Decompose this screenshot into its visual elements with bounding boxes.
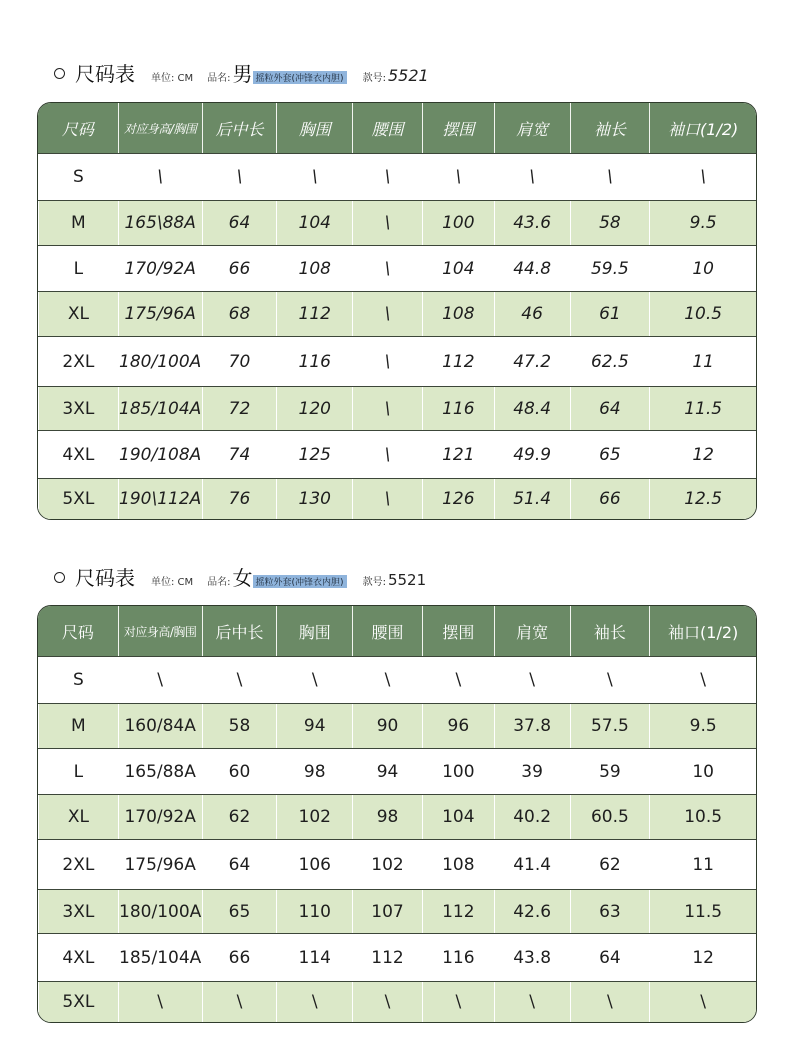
product-name: 摇粒外套(冲锋衣内胆): [253, 575, 347, 588]
cell-sleeve-length: \: [570, 982, 650, 1022]
header-chest: 胸围: [276, 606, 352, 656]
cell-shoulder: \: [494, 154, 570, 200]
cell-waist: 102: [352, 840, 422, 889]
cell-back-length: 64: [202, 840, 277, 889]
table-row: [38, 748, 756, 794]
cell-sleeve-length: 62: [570, 840, 650, 889]
header-hem: 摆围: [422, 606, 494, 656]
cell-waist: \: [352, 982, 422, 1022]
cell-back-length: 74: [202, 431, 277, 478]
cell-chest: 102: [276, 795, 352, 839]
product-name-label: 品名:: [207, 577, 231, 588]
cell-shoulder: \: [494, 982, 570, 1022]
cell-chest: 125: [276, 431, 352, 478]
cell-height-chest: 175/96A: [118, 840, 202, 889]
cell-shoulder: 39: [494, 749, 570, 794]
cell-chest: 108: [276, 246, 352, 291]
cell-back-length: 66: [202, 246, 277, 291]
header-size: 尺码: [61, 622, 94, 642]
cell-sleeve-length: 63: [570, 890, 650, 933]
cell-shoulder: 48.4: [494, 387, 570, 430]
cell-chest: 106: [276, 840, 352, 889]
cell-sleeve-length: \: [570, 154, 650, 200]
cell-waist: \: [352, 337, 422, 386]
cell-size: 2XL: [38, 840, 118, 889]
cell-size: 3XL: [38, 387, 118, 430]
cell-cuff-half: 10: [649, 749, 756, 794]
cell-cuff-half: \: [649, 982, 756, 1022]
table-row: [38, 245, 756, 291]
cell-waist: \: [352, 479, 422, 519]
cell-waist: 98: [352, 795, 422, 839]
cell-height-chest: \: [118, 154, 202, 200]
table-row: [38, 703, 756, 748]
cell-back-length: \: [202, 657, 277, 703]
cell-size: XL: [38, 795, 118, 839]
table-row: [38, 839, 756, 889]
cell-back-length: 65: [202, 890, 277, 933]
cell-size: 5XL: [38, 479, 118, 519]
cell-back-length: 60: [202, 749, 277, 794]
cell-height-chest: 180/100A: [118, 890, 202, 933]
cell-height-chest: 190\112A: [118, 479, 202, 519]
style-number-label: 款号:: [362, 577, 386, 588]
cell-sleeve-length: 66: [570, 479, 650, 519]
cell-waist: \: [352, 431, 422, 478]
cell-size: 5XL: [38, 982, 118, 1022]
cell-waist: \: [352, 657, 422, 703]
size-table: [37, 102, 757, 520]
header-shoulder: 肩宽: [494, 103, 570, 153]
cell-size: M: [38, 704, 118, 748]
cell-height-chest: 190/108A: [118, 431, 202, 478]
section-title: 尺码表: [75, 62, 135, 86]
cell-waist: 90: [352, 704, 422, 748]
cell-chest: 120: [276, 387, 352, 430]
cell-size: 3XL: [38, 890, 118, 933]
cell-chest: 112: [276, 292, 352, 336]
cell-cuff-half: 11: [649, 840, 756, 889]
cell-chest: 110: [276, 890, 352, 933]
cell-cuff-half: \: [649, 657, 756, 703]
cell-height-chest: 165\88A: [118, 201, 202, 245]
table-row: [38, 478, 756, 519]
cell-height-chest: 175/96A: [118, 292, 202, 336]
cell-hem: 104: [422, 246, 494, 291]
cell-shoulder: 46: [494, 292, 570, 336]
style-number: 5521: [387, 571, 427, 589]
header-shoulder: 肩宽: [494, 606, 570, 656]
header-height-chest: 对应身高/胸围: [118, 103, 202, 153]
cell-back-length: 66: [202, 934, 277, 981]
cell-waist: \: [352, 292, 422, 336]
cell-chest: 98: [276, 749, 352, 794]
cell-cuff-half: 11: [649, 337, 756, 386]
cell-height-chest: 165/88A: [118, 749, 202, 794]
cell-back-length: 68: [202, 292, 277, 336]
cell-cuff-half: 12: [649, 431, 756, 478]
cell-height-chest: 160/84A: [118, 704, 202, 748]
cell-hem: 100: [422, 749, 494, 794]
cell-height-chest: 170/92A: [118, 246, 202, 291]
cell-shoulder: 51.4: [494, 479, 570, 519]
cell-chest: 130: [276, 479, 352, 519]
cell-cuff-half: 10: [649, 246, 756, 291]
cell-hem: \: [422, 154, 494, 200]
cell-hem: 116: [422, 387, 494, 430]
cell-hem: 100: [422, 201, 494, 245]
cell-sleeve-length: 60.5: [570, 795, 650, 839]
table-row: [38, 794, 756, 839]
header-sleeve-length: 袖长: [570, 606, 650, 656]
table-row: [38, 386, 756, 430]
circle-bullet-icon: [54, 572, 65, 583]
header-waist: 腰围: [352, 606, 422, 656]
cell-sleeve-length: 64: [570, 934, 650, 981]
style-number: 5521: [387, 66, 429, 85]
table-row: [38, 889, 756, 933]
cell-sleeve-length: 58: [570, 201, 650, 245]
section-header: [54, 562, 426, 592]
cell-hem: \: [422, 657, 494, 703]
cell-shoulder: 43.8: [494, 934, 570, 981]
cell-cuff-half: 11.5: [649, 387, 756, 430]
cell-waist: 112: [352, 934, 422, 981]
header-height-chest: 对应身高/胸围: [118, 606, 202, 656]
gender-label: 女: [232, 566, 253, 590]
cell-hem: 112: [422, 890, 494, 933]
cell-size: L: [38, 246, 118, 291]
cell-size: 2XL: [38, 337, 118, 386]
cell-waist: \: [352, 201, 422, 245]
cell-shoulder: \: [494, 657, 570, 703]
cell-chest: \: [276, 154, 352, 200]
cell-cuff-half: 12.5: [649, 479, 756, 519]
cell-chest: 104: [276, 201, 352, 245]
cell-waist: \: [352, 154, 422, 200]
cell-back-length: 72: [202, 387, 277, 430]
header-sleeve-length: 袖长: [570, 103, 650, 153]
cell-waist: \: [352, 246, 422, 291]
cell-size: M: [38, 201, 118, 245]
cell-shoulder: 41.4: [494, 840, 570, 889]
cell-hem: \: [422, 982, 494, 1022]
table-row: [38, 430, 756, 478]
cell-height-chest: 185/104A: [118, 934, 202, 981]
cell-cuff-half: \: [649, 154, 756, 200]
cell-shoulder: 44.8: [494, 246, 570, 291]
header-hem: 摆围: [422, 103, 494, 153]
cell-cuff-half: 12: [649, 934, 756, 981]
size-table: [37, 605, 757, 1023]
cell-back-length: \: [202, 982, 277, 1022]
cell-hem: 96: [422, 704, 494, 748]
cell-shoulder: 40.2: [494, 795, 570, 839]
cell-waist: 94: [352, 749, 422, 794]
cell-hem: 126: [422, 479, 494, 519]
table-row: [38, 933, 756, 981]
cell-sleeve-length: 59.5: [570, 246, 650, 291]
product-name: 摇粒外套(冲锋衣内胆): [253, 71, 347, 84]
cell-hem: 108: [422, 840, 494, 889]
cell-back-length: 64: [202, 201, 277, 245]
cell-size: XL: [38, 292, 118, 336]
cell-chest: \: [276, 982, 352, 1022]
cell-hem: 116: [422, 934, 494, 981]
cell-size: 4XL: [38, 431, 118, 478]
cell-cuff-half: 9.5: [649, 201, 756, 245]
cell-height-chest: \: [118, 657, 202, 703]
header-back-length: 后中长: [202, 606, 277, 656]
circle-bullet-icon: [54, 68, 65, 79]
product-name-label: 品名:: [207, 73, 231, 84]
cell-size: S: [38, 657, 118, 703]
section-header: [54, 58, 429, 88]
style-number-label: 款号:: [362, 73, 386, 84]
header-cuff-half: 袖口(1/2): [649, 103, 756, 153]
cell-waist: 107: [352, 890, 422, 933]
table-row: [38, 291, 756, 336]
table-row: [38, 200, 756, 245]
section-title: 尺码表: [75, 566, 135, 590]
cell-size: S: [38, 154, 118, 200]
header-chest: 胸围: [276, 103, 352, 153]
cell-shoulder: 37.8: [494, 704, 570, 748]
cell-back-length: 70: [202, 337, 277, 386]
cell-cuff-half: 10.5: [649, 292, 756, 336]
table-row: [38, 656, 756, 703]
header-waist: 腰围: [352, 103, 422, 153]
table-row: [38, 153, 756, 200]
cell-height-chest: \: [118, 982, 202, 1022]
cell-shoulder: 43.6: [494, 201, 570, 245]
cell-hem: 121: [422, 431, 494, 478]
cell-chest: \: [276, 657, 352, 703]
cell-back-length: 58: [202, 704, 277, 748]
cell-back-length: \: [202, 154, 277, 200]
cell-shoulder: 42.6: [494, 890, 570, 933]
cell-chest: 114: [276, 934, 352, 981]
cell-waist: \: [352, 387, 422, 430]
cell-sleeve-length: 61: [570, 292, 650, 336]
cell-size: 4XL: [38, 934, 118, 981]
cell-size: L: [38, 749, 118, 794]
table-row: [38, 981, 756, 1022]
unit-label: 单位: CM: [151, 577, 194, 588]
cell-cuff-half: 9.5: [649, 704, 756, 748]
cell-height-chest: 185/104A: [118, 387, 202, 430]
header-size: 尺码: [61, 119, 94, 139]
cell-back-length: 62: [202, 795, 277, 839]
cell-hem: 108: [422, 292, 494, 336]
header-row: [38, 103, 756, 153]
table-row: [38, 336, 756, 386]
cell-sleeve-length: 65: [570, 431, 650, 478]
cell-height-chest: 170/92A: [118, 795, 202, 839]
cell-shoulder: 49.9: [494, 431, 570, 478]
header-back-length: 后中长: [202, 103, 277, 153]
cell-sleeve-length: 57.5: [570, 704, 650, 748]
cell-sleeve-length: 59: [570, 749, 650, 794]
header-row: [38, 606, 756, 656]
cell-hem: 104: [422, 795, 494, 839]
gender-label: 男: [232, 62, 253, 86]
cell-chest: 94: [276, 704, 352, 748]
cell-chest: 116: [276, 337, 352, 386]
cell-sleeve-length: 64: [570, 387, 650, 430]
cell-sleeve-length: \: [570, 657, 650, 703]
cell-shoulder: 47.2: [494, 337, 570, 386]
cell-sleeve-length: 62.5: [570, 337, 650, 386]
cell-cuff-half: 11.5: [649, 890, 756, 933]
header-cuff-half: 袖口(1/2): [649, 606, 756, 656]
cell-cuff-half: 10.5: [649, 795, 756, 839]
unit-label: 单位: CM: [151, 73, 194, 84]
cell-height-chest: 180/100A: [118, 337, 202, 386]
cell-back-length: 76: [202, 479, 277, 519]
cell-hem: 112: [422, 337, 494, 386]
